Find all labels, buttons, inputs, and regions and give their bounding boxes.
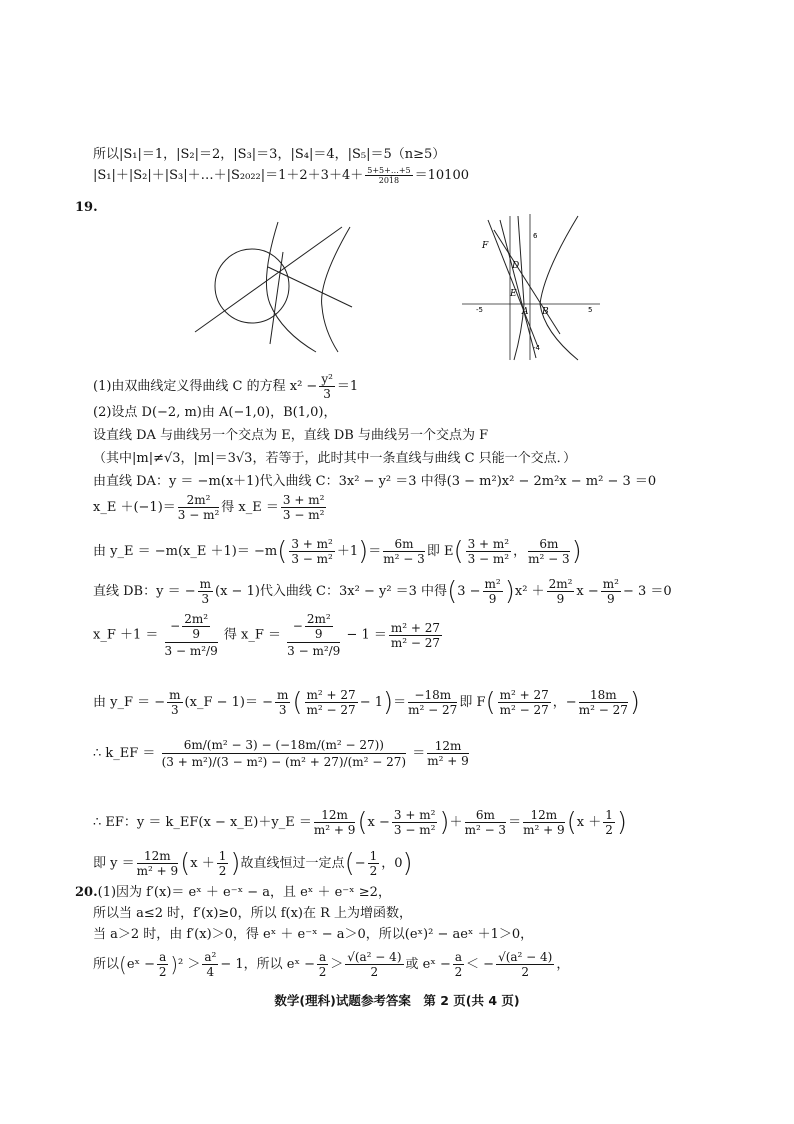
graph-tick-right: 5 <box>588 306 593 314</box>
figure-line-3 <box>270 252 283 344</box>
p17-frac-6 <box>496 950 554 979</box>
p9-frac-3 <box>389 621 442 650</box>
p17-gt: ＞ <box>330 957 344 972</box>
p9-cf1-bar <box>165 642 218 643</box>
figure-hyperbola-right-branch <box>322 227 350 352</box>
p17-den-3: 2 <box>318 965 327 979</box>
p10-rparen: ) <box>383 687 394 718</box>
p8-frac-1 <box>198 577 213 606</box>
sum-result: ＝10100 <box>414 168 469 183</box>
hyperbola-left <box>514 216 524 360</box>
p10-den-1: 3 <box>171 703 179 717</box>
p10-eq: ＝ <box>393 695 407 710</box>
p12-plus: ＋ <box>449 815 463 830</box>
p8-frac-3 <box>547 577 575 606</box>
p17-frac-5 <box>453 950 464 979</box>
p6-den-2: 3 − m² <box>282 508 325 522</box>
p7-plus-one: ＋1 <box>336 544 359 559</box>
xe-line <box>93 493 328 522</box>
p11-top: 6m/(m² − 3) − (−18m/(m² − 27)) <box>183 738 384 752</box>
p13-num-3: 1 <box>369 849 378 863</box>
p8-rparen: ) <box>504 576 515 607</box>
p13-num-2: 1 <box>218 849 227 863</box>
p12-num-3: 6m <box>465 808 507 823</box>
p10-frac-3 <box>305 688 358 717</box>
p7-comma: ， <box>513 544 527 559</box>
ef-line <box>93 808 627 837</box>
p13-rparen-2: ) <box>402 848 413 879</box>
p17-den-6: 2 <box>521 965 530 979</box>
p1-num: y² <box>321 372 333 386</box>
p13-text-2: 故直线恒过一定点 <box>240 856 345 871</box>
p7-frac-4 <box>528 537 570 566</box>
p13-minus: − <box>354 856 366 871</box>
graph-tick-top: 6 <box>533 232 538 240</box>
p6-text-2: 得 x_E ＝ <box>221 500 279 515</box>
p10-frac-4 <box>408 688 457 717</box>
q20-line4 <box>93 950 569 979</box>
p17-text-2: − 1，所以 eˣ − <box>220 957 316 972</box>
p13-num-1: 12m <box>137 849 179 864</box>
p9-text-2: 得 x_F ＝ <box>223 627 281 643</box>
p7-frac-3 <box>466 537 512 566</box>
p7-den-1: 3 − m² <box>291 552 333 566</box>
p17-rparen: ) <box>170 952 179 977</box>
p8-num-4: m² <box>602 577 619 591</box>
p12-eq: ＝ <box>508 815 522 830</box>
p7-rparen: ) <box>358 536 369 567</box>
p10-rparen-2: ) <box>629 687 641 718</box>
p9-num-2: 2m² <box>306 612 331 626</box>
q20-derivative: (1)因为 f′(x)＝ eˣ ＋ e⁻ˣ − a，且 eˣ ＋ e⁻ˣ ≥2， <box>97 885 391 900</box>
p10-num-2: m <box>277 688 289 702</box>
p10-lparen-2: ( <box>485 687 496 718</box>
p10-den-3: m² − 27 <box>306 703 356 717</box>
p7-num-1: 3 + m² <box>291 537 333 551</box>
p10-num-5: m² + 27 <box>499 688 549 702</box>
p12-lparen-2: ( <box>566 807 577 838</box>
p7-frac-2 <box>383 537 425 566</box>
p8-text-4: x² ＋ <box>514 584 545 599</box>
p11-bottom: (3 + m²)/(3 − m²) − (m² + 27)/(m² − 27) <box>161 755 407 769</box>
p9-minus-2: − <box>292 619 303 633</box>
graph-line-da <box>488 220 538 347</box>
p9-cf2-bottom: 3 − m²/9 <box>287 644 341 658</box>
p9-den-3: m² − 27 <box>390 635 441 650</box>
p10-frac-5 <box>498 688 551 717</box>
line-sum <box>93 166 469 185</box>
p7-frac-1 <box>289 537 335 566</box>
part2-intersections: 设直线 DA 与曲线另一个交点为 E，直线 DB 与曲线另一个交点为 F <box>93 428 489 443</box>
figure-line-2 <box>268 267 352 307</box>
p12-num-4: 12m <box>523 808 565 823</box>
p8-lparen: ( <box>447 576 458 607</box>
p10-minus-one: − 1 <box>359 695 383 710</box>
p17-num-3: a <box>319 950 327 964</box>
p17-frac-3 <box>317 950 328 979</box>
p10-point-f: 即 F <box>459 695 486 710</box>
p9-cf2-bar <box>287 642 340 643</box>
p12-frac-3 <box>465 808 507 837</box>
p9-frac-2 <box>305 612 333 641</box>
p13-rparen: ) <box>230 848 241 879</box>
p10-den-2: 3 <box>278 703 287 717</box>
xf-line <box>93 612 444 658</box>
p8-num-3: 2m² <box>548 577 573 591</box>
p6-num-2: 3 + m² <box>282 493 325 507</box>
p1-text: (1)由双曲线定义得曲线 C 的方程 x² − <box>93 379 318 394</box>
p12-den-4: m² + 9 <box>523 823 565 837</box>
p12-frac-4 <box>523 808 565 837</box>
p11-complex-frac <box>162 738 407 769</box>
p9-num-3: m² + 27 <box>390 620 441 635</box>
p6-frac-2 <box>281 493 327 522</box>
kef-line <box>93 738 471 769</box>
fixed-point-line <box>93 849 413 878</box>
p12-rparen-2: ) <box>616 807 628 838</box>
p1-den: 3 <box>323 387 331 401</box>
p10-num-3: m² + 27 <box>306 688 356 702</box>
p9-cf1-bottom: 3 − m²/9 <box>164 644 218 658</box>
p12-frac-2 <box>392 808 438 837</box>
p11-frac <box>427 739 469 768</box>
p10-frac-1 <box>167 688 182 717</box>
p9-text: x_F ＋1 ＝ <box>93 627 159 643</box>
p10-text: 由 y_F ＝ − <box>93 695 166 710</box>
p12-text: ∴ EF：y ＝ k_EF(x − x_E)＋y_E ＝ <box>93 815 312 830</box>
p6-frac-1 <box>178 493 220 522</box>
p13-frac-1 <box>137 849 179 878</box>
p12-den-5: 2 <box>605 823 613 837</box>
p17-num-1: a <box>159 950 167 964</box>
p8-text-6: − 3 ＝0 <box>622 584 672 599</box>
figure-circle-hyperbola <box>190 212 365 354</box>
p8-text-3: 3 − <box>457 584 481 599</box>
p9-den-1: 9 <box>192 627 200 641</box>
p11-text: ∴ k_EF ＝ <box>93 746 156 761</box>
p17-num-6: √(a² − 4) <box>498 950 553 964</box>
graph-label-f: F <box>482 241 489 251</box>
p8-num-2: m² <box>484 577 501 591</box>
p13-frac-2 <box>217 849 229 878</box>
hyperbola-right <box>540 216 578 360</box>
p17-num-4: √(a² − 4) <box>347 950 402 964</box>
graph-label-d: D <box>512 261 520 271</box>
sum-text: |S₁|＋|S₂|＋|S₃|＋…＋|S₂₀₂₂|＝1＋2＋3＋4＋ <box>93 168 364 183</box>
p12-lparen: ( <box>357 807 368 838</box>
p7-point-e: 即 E <box>426 544 454 559</box>
p13-den-1: m² + 9 <box>136 864 179 878</box>
p10-den-4: m² − 27 <box>408 703 458 717</box>
p12-den-3: m² − 3 <box>464 823 507 837</box>
p7-lparen-2: ( <box>453 536 464 567</box>
graph-tick-bottom: -4 <box>533 344 540 352</box>
p9-complex-frac-1 <box>165 612 218 658</box>
p8-frac-4 <box>601 577 621 606</box>
page-footer: 数学(理科)试题参考答案 第 2 页(共 4 页) <box>274 993 520 1008</box>
p9-minus-1: − <box>170 619 181 633</box>
figure-line-1 <box>195 227 342 332</box>
p17-lparen: ( <box>119 952 127 977</box>
p1-fraction <box>319 372 335 401</box>
p10-num-6: 18m <box>579 688 628 703</box>
p17-num-5: a <box>454 950 463 964</box>
p11-eq: ＝ <box>412 746 426 761</box>
p12-num-5: 1 <box>605 808 613 822</box>
p17-comma: ， <box>556 957 570 972</box>
p8-den-2: 9 <box>488 592 497 606</box>
p17-den-2: 4 <box>206 965 215 979</box>
p10-lparen: ( <box>292 687 303 718</box>
p8-den-1: 3 <box>201 592 210 606</box>
graph-tick-left: -5 <box>476 306 483 314</box>
p8-text: 直线 DB：y ＝ − <box>93 584 196 599</box>
p10-comma: ，− <box>552 695 577 710</box>
p17-lt: ＜ − <box>466 957 495 972</box>
part2-condition: （其中|m|≠√3，|m|＝3√3，若等于，此时其中一条直线与曲线 C 只能一个交点．） <box>93 451 577 466</box>
p12-num-1: 12m <box>314 808 356 823</box>
p7-num-4: 6m <box>528 537 570 552</box>
p13-den-3: 2 <box>369 864 378 878</box>
p6-num-1: 2m² <box>178 493 220 508</box>
p9-cf2-top <box>287 612 340 641</box>
part2-line-da: 由直线 DA：y ＝ −m(x＋1)代入曲线 C：3x² − y² ＝3 中得(3 − m²)x² − 2m²x − m² − 3 ＝0 <box>93 474 657 489</box>
p7-eq: ＝ <box>368 544 382 559</box>
p11-den: m² + 9 <box>427 754 469 768</box>
p7-den-2: m² − 3 <box>383 552 425 566</box>
sum-fraction <box>365 166 412 185</box>
p12-num-2: 3 + m² <box>393 808 436 822</box>
p11-num: 12m <box>427 739 469 754</box>
p17-text: 所以 <box>93 957 120 972</box>
graph-line-ef <box>500 220 536 358</box>
p8-den-3: 9 <box>556 592 565 606</box>
p6-den-1: 3 − m² <box>177 508 220 522</box>
p12-frac-1 <box>314 808 356 837</box>
p9-frac-1 <box>182 612 210 641</box>
p9-num-1: 2m² <box>184 612 209 626</box>
p10-den-6: m² − 27 <box>578 703 628 717</box>
yf-line <box>93 688 640 717</box>
p12-den-1: m² + 9 <box>313 823 356 837</box>
question-20-number: 20. <box>75 885 98 900</box>
p10-frac-6 <box>579 688 628 717</box>
graph-label-e: E <box>510 289 517 299</box>
question-20-line1 <box>75 885 391 901</box>
p12-x-minus: x − <box>367 815 390 830</box>
p10-text-2: (x_F − 1)＝ − <box>184 695 273 710</box>
ye-line <box>93 537 582 566</box>
p8-den-4: 9 <box>607 592 615 606</box>
figure-coordinate-graph <box>460 212 602 362</box>
p9-complex-frac-2 <box>287 612 340 658</box>
p17-or: 或 eˣ − <box>405 957 451 972</box>
p7-lparen: ( <box>277 536 288 567</box>
p13-text: 即 y ＝ <box>93 856 135 871</box>
p7-num-3: 3 + m² <box>467 537 510 551</box>
p17-ex-minus: eˣ − <box>126 957 156 972</box>
sum-frac-den: 2018 <box>378 176 400 185</box>
figure-hyperbola-left-branch <box>266 222 316 352</box>
p8-text-5: x − <box>576 584 599 599</box>
p17-frac-1 <box>157 950 168 979</box>
p13-zero: ，0 <box>381 856 403 871</box>
p8-frac-2 <box>483 577 503 606</box>
p13-x-plus: x ＋ <box>190 856 215 871</box>
p10-num-1: m <box>169 688 181 702</box>
p10-num-4: −18m <box>408 688 457 703</box>
p1-end: ＝1 <box>336 379 359 394</box>
p13-lparen: ( <box>180 848 191 879</box>
p9-cf1-top <box>165 612 218 641</box>
p12-x-plus: x ＋ <box>576 815 602 830</box>
p7-rparen-2: ) <box>571 536 582 567</box>
p17-den-4: 2 <box>370 965 379 979</box>
q20-line3: 当 a＞2 时，由 f′(x)＞0，得 eˣ ＋ e⁻ˣ − a＞0，所以(eˣ)² − aeˣ ＋1＞0， <box>93 927 534 942</box>
p17-den-1: 2 <box>158 965 167 979</box>
line-s-values: 所以|S₁|＝1，|S₂|＝2，|S₃|＝3，|S₄|＝4，|S₅|＝5（n≥5） <box>93 147 446 162</box>
sum-frac-num: 5+5+…+5 <box>367 166 411 175</box>
p12-rparen: ) <box>439 807 450 838</box>
p13-den-2: 2 <box>218 864 227 878</box>
p13-lparen-2: ( <box>344 848 355 879</box>
question-19-number: 19. <box>75 200 98 215</box>
p17-sq-gt: ² ＞ <box>178 957 201 972</box>
db-line <box>93 577 672 606</box>
p9-text-3: − 1 ＝ <box>346 627 387 643</box>
p10-den-5: m² − 27 <box>499 703 549 717</box>
p17-frac-2 <box>202 950 218 979</box>
p7-den-3: 3 − m² <box>467 552 510 566</box>
p17-num-2: a² <box>204 950 217 964</box>
p7-num-2: 6m <box>383 537 425 552</box>
p13-frac-3 <box>368 849 380 878</box>
q20-line2: 所以当 a≤2 时，f′(x)≥0，所以 f(x)在 R 上为增函数， <box>93 906 413 921</box>
graph-label-b: B <box>542 307 549 317</box>
p7-text: 由 y_E ＝ −m(x_E ＋1)＝ −m <box>93 544 278 559</box>
p7-den-4: m² − 3 <box>528 552 570 566</box>
p8-num-1: m <box>199 577 212 591</box>
part1-hyperbola-equation <box>93 372 358 401</box>
p12-frac-5 <box>603 808 615 837</box>
p10-frac-2 <box>275 688 290 717</box>
p12-den-2: 3 − m² <box>393 823 436 837</box>
graph-label-a: A <box>522 307 529 317</box>
p11-bar <box>162 753 407 754</box>
p8-text-2: (x − 1)代入曲线 C：3x² − y² ＝3 中得 <box>215 584 448 599</box>
p9-den-2: 9 <box>314 627 323 641</box>
p17-frac-4 <box>345 950 403 979</box>
p6-text: x_E ＋(−1)＝ <box>93 500 176 515</box>
p17-den-5: 2 <box>454 965 463 979</box>
part2-setup: (2)设点 D(−2, m)由 A(−1,0)，B(1,0)， <box>93 405 337 420</box>
